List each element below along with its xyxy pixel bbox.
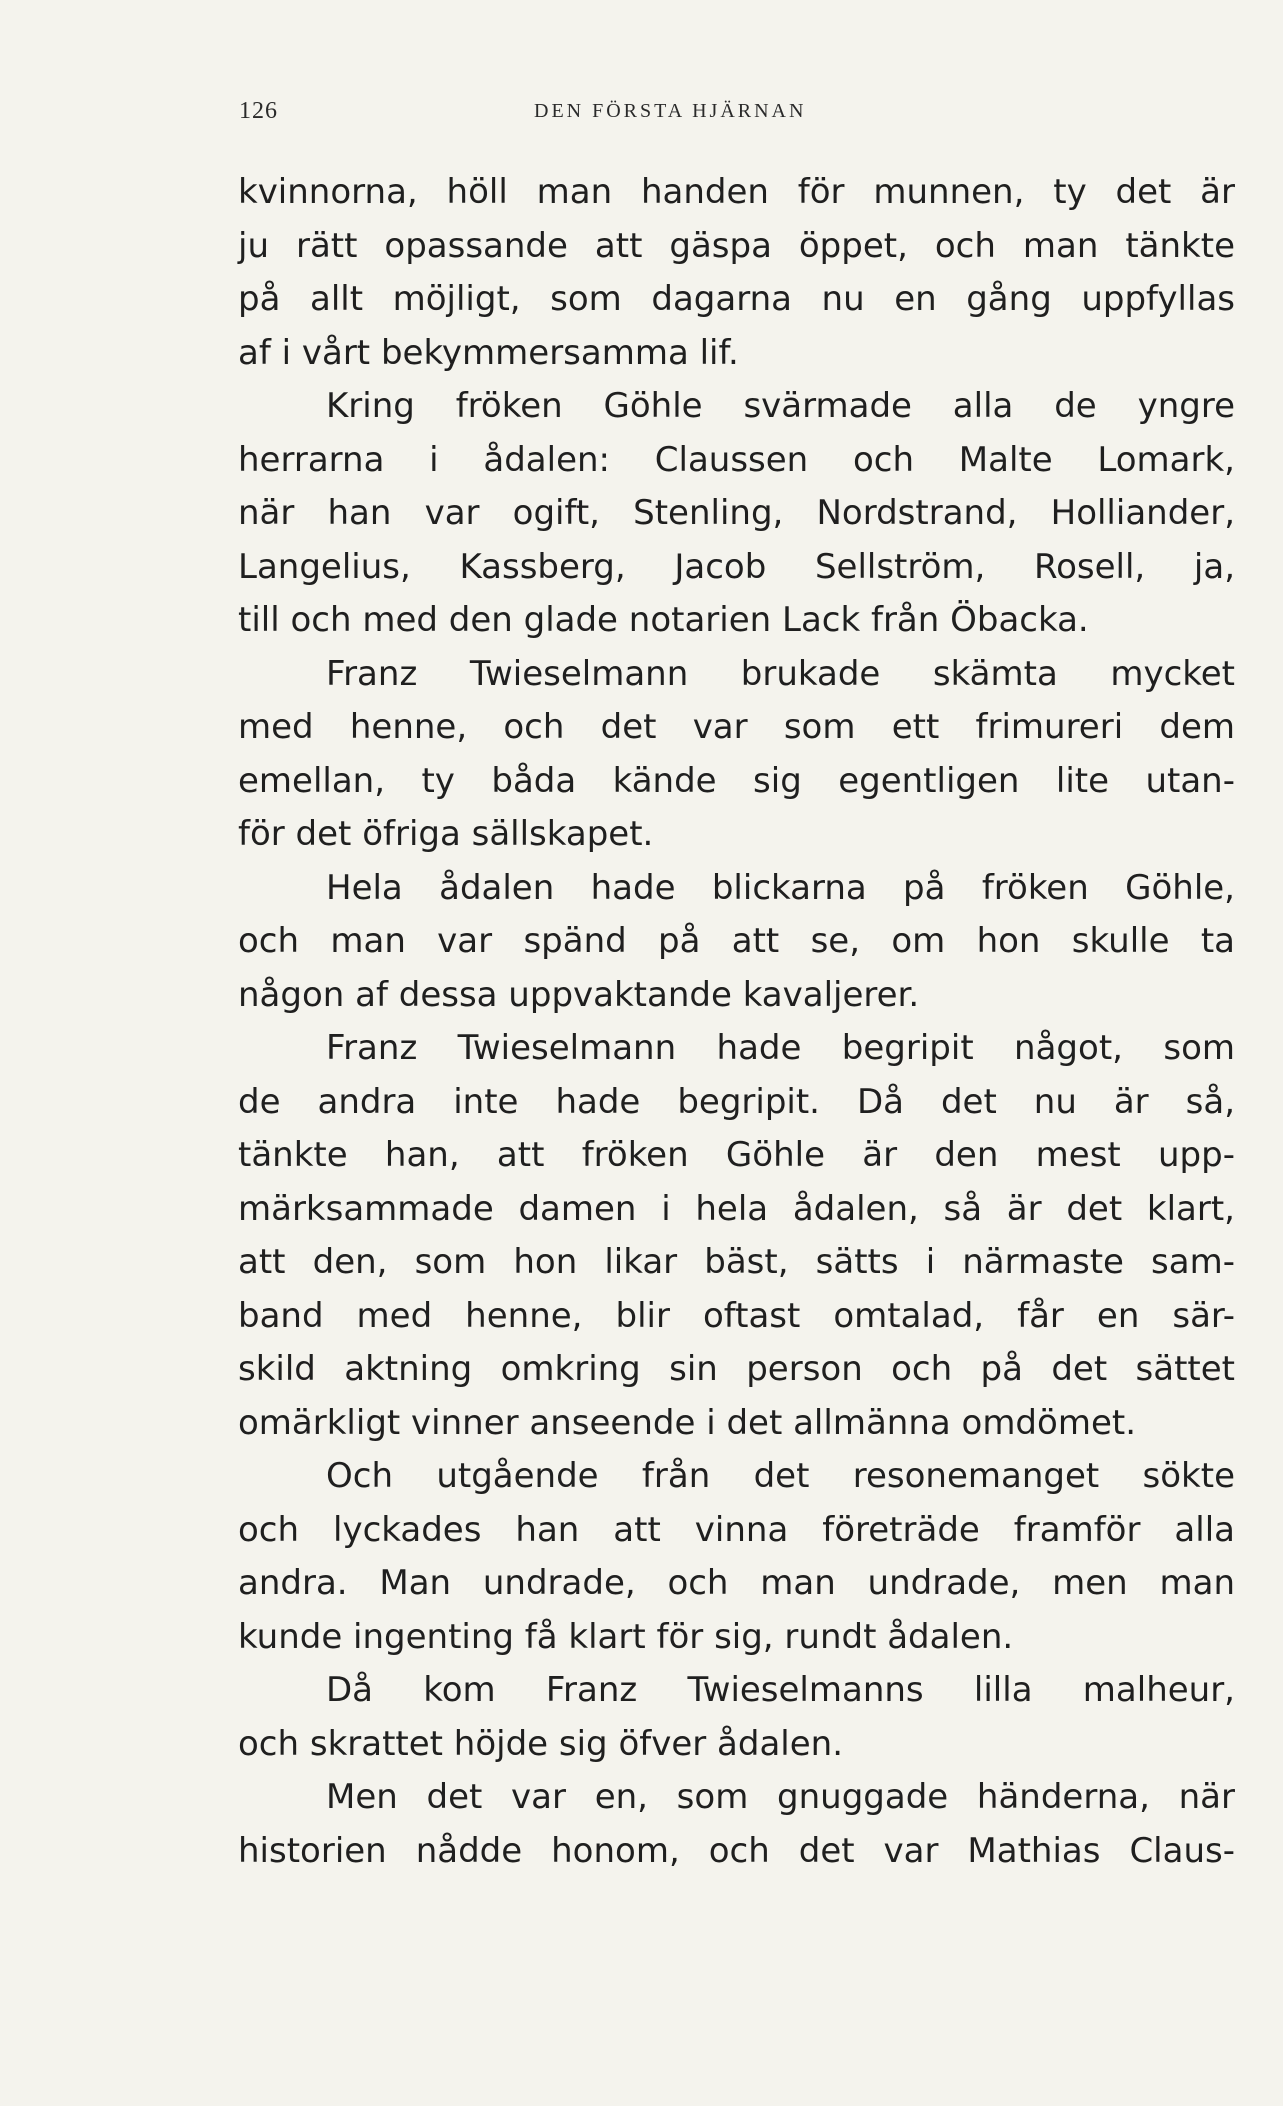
text-line: omärkligt vinner anseende i det allmänna omdömet. bbox=[238, 1402, 1136, 1443]
text-line: till och med den glade notarien Lack från Öbacka. bbox=[238, 600, 1089, 640]
text-line: kvinnorna, höll man handen för munnen, ty det är bbox=[238, 172, 1235, 212]
text-line: af i vårt bekymmersamma lif. bbox=[238, 332, 739, 373]
text-line: Kring fröken Göhle svärmade alla de yngre bbox=[326, 386, 1235, 426]
text-line: att den, som hon likar bäst, sätts i närmaste sam- bbox=[238, 1242, 1235, 1282]
text-line: tänkte han, att fröken Göhle är den mest upp- bbox=[238, 1135, 1235, 1175]
page-number: 126 bbox=[239, 98, 278, 124]
text-line: och man var spänd på att se, om hon skulle ta bbox=[238, 921, 1235, 961]
running-title: DEN FÖRSTA HJÄRNAN bbox=[534, 100, 807, 122]
text-line: på allt möjligt, som dagarna nu en gång uppfyllas bbox=[238, 279, 1235, 319]
text-line: kunde ingenting få klart för sig, rundt ådalen. bbox=[238, 1616, 1014, 1657]
text-line: och skrattet höjde sig öfver ådalen. bbox=[238, 1723, 844, 1764]
text-line: när han var ogift, Stenling, Nordstrand, Holliander, bbox=[238, 493, 1235, 533]
text-line: Då kom Franz Twieselmanns lilla malheur, bbox=[326, 1670, 1235, 1710]
text-line: andra. Man undrade, och man undrade, men man bbox=[238, 1563, 1235, 1603]
text-line: band med henne, blir oftast omtalad, får en sär- bbox=[238, 1295, 1235, 1336]
text-line: för det öfriga sällskapet. bbox=[238, 814, 654, 854]
text-line: med henne, och det var som ett frimureri dem bbox=[238, 707, 1235, 747]
body-text bbox=[238, 166, 1235, 1878]
text-line: emellan, ty båda kände sig egentligen lite utan- bbox=[238, 760, 1235, 801]
text-line: Franz Twieselmann hade begripit något, som bbox=[326, 1028, 1235, 1068]
text-line: herrarna i ådalen: Claussen och Malte Lomark, bbox=[238, 439, 1235, 480]
text-line: någon af dessa uppvaktande kavaljerer. bbox=[238, 974, 920, 1015]
text-line: de andra inte hade begripit. Då det nu är så, bbox=[238, 1081, 1235, 1122]
text-line: skild aktning omkring sin person och på det sättet bbox=[238, 1349, 1235, 1389]
text-line: Hela ådalen hade blickarna på fröken Göhle, bbox=[326, 867, 1235, 908]
page-header bbox=[239, 98, 933, 130]
text-line: Och utgående från det resonemanget sökte bbox=[326, 1456, 1235, 1496]
text-line: och lyckades han att vinna företräde framför alla bbox=[238, 1509, 1235, 1550]
text-line: märksammade damen i hela ådalen, så är det klart, bbox=[238, 1188, 1235, 1229]
text-line: Langelius, Kassberg, Jacob Sellström, Rosell, ja, bbox=[238, 546, 1235, 587]
text-line: ju rätt opassande att gäspa öppet, och man tänkte bbox=[238, 225, 1235, 266]
text-line: historien nådde honom, och det var Mathias Claus- bbox=[238, 1830, 1235, 1871]
text-line: Franz Twieselmann brukade skämta mycket bbox=[326, 653, 1235, 694]
text-line: Men det var en, som gnuggade händerna, när bbox=[326, 1777, 1235, 1817]
